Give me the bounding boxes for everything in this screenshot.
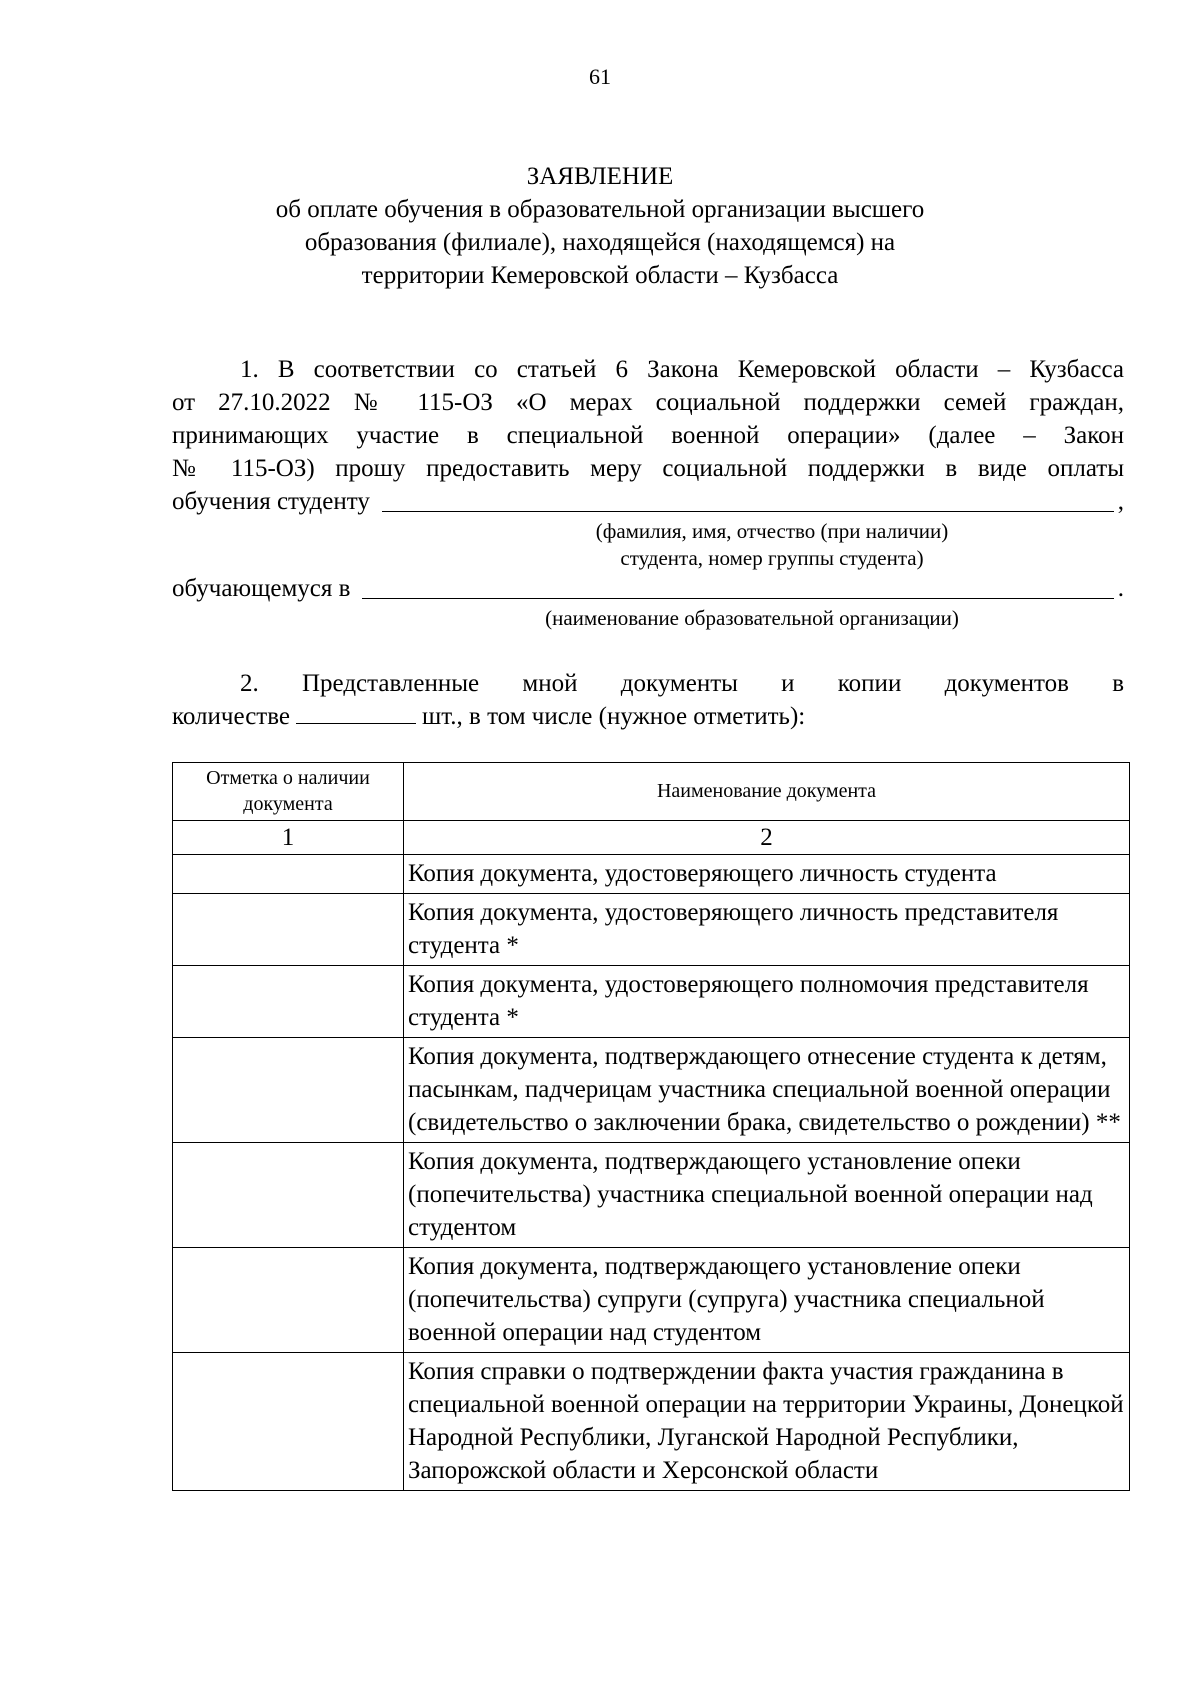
table-row: [173, 1248, 1130, 1353]
document-name-cell: Копия документа, удостоверяющего личность студента: [404, 855, 1130, 894]
table-row: [173, 855, 1130, 894]
table-row: [173, 1353, 1130, 1491]
table-header-row: [173, 763, 1130, 821]
para2-line-1: 2. Представленные мной документы и копии документов в: [240, 670, 1124, 697]
document-mark-cell[interactable]: [173, 1038, 404, 1143]
column-number-row: [173, 821, 1130, 855]
para1-line-1: 1. В соответствии со статьей 6 Закона Кемеровской области – Кузбасса: [240, 356, 1124, 383]
paragraph-1: [172, 353, 1124, 632]
document-name-cell: Копия документа, удостоверяющего личность представителя студента *: [404, 894, 1130, 966]
para1-line-3: принимающих участие в специальной военной операции» (далее – Закон: [172, 422, 1124, 449]
student-label: обучения студенту: [172, 488, 370, 515]
table-row: [173, 966, 1130, 1038]
document-name-cell: Копия справки о подтверждении факта участия гражданина в специальной военной операции на территории Украины, Донецкой Народной Республики, Луганской Народной Республики, Запорожской области и Херсонской области: [404, 1353, 1130, 1491]
para1-line-2: от 27.10.2022 № 115-ОЗ «О мерах социальной поддержки семей граждан,: [172, 389, 1124, 416]
title-line-3: территории Кемеровской области – Кузбасса: [361, 262, 839, 289]
organization-label: обучающемуся в: [172, 575, 351, 602]
table-row: [173, 1143, 1130, 1248]
column-number-1: 1: [173, 821, 404, 855]
title-main: ЗАЯВЛЕНИЕ: [526, 163, 674, 190]
document-name-cell: Копия документа, подтверждающего отнесение студента к детям, пасынкам, падчерицам участника специальной военной операции (свидетельство о заключении брака, свидетельство о рождении) **: [404, 1038, 1130, 1143]
document-mark-cell[interactable]: [173, 1353, 404, 1491]
document-mark-cell[interactable]: [173, 855, 404, 894]
student-hint-line-2: студента, номер группы студента): [620, 546, 924, 570]
organization-line: [172, 572, 1124, 605]
header-document-name: Наименование документа: [404, 763, 1130, 821]
student-name-line: [172, 485, 1124, 518]
document-mark-cell[interactable]: [173, 1143, 404, 1248]
document-mark-cell[interactable]: [173, 966, 404, 1038]
student-hint-line-1: (фамилия, имя, отчество (при наличии): [595, 519, 949, 543]
student-field-hint: [562, 518, 982, 572]
page-number: 61: [589, 64, 611, 89]
organization-name-field[interactable]: [362, 572, 1113, 599]
document-title: [0, 160, 1200, 292]
table-row: [173, 1038, 1130, 1143]
quantity-label: количестве: [172, 703, 290, 730]
para1-line-4: № 115-ОЗ) прошу предоставить меру социальной поддержки в виде оплаты: [172, 455, 1124, 482]
paragraph-2: [172, 667, 1124, 733]
document-name-cell: Копия документа, подтверждающего установление опеки (попечительства) супруги (супруга) участника специальной военной операции над студентом: [404, 1248, 1130, 1353]
student-name-field[interactable]: [382, 485, 1114, 512]
table-row: [173, 894, 1130, 966]
organization-line-period: .: [1117, 575, 1124, 602]
student-line-comma: ,: [1117, 488, 1124, 515]
document-mark-cell[interactable]: [173, 894, 404, 966]
title-line-2: образования (филиале), находящейся (находящемся) на: [304, 229, 896, 256]
header-mark: Отметка о наличии документа: [173, 763, 404, 821]
document-mark-cell[interactable]: [173, 1248, 404, 1353]
document-name-cell: Копия документа, подтверждающего установление опеки (попечительства) участника специальной военной операции над студентом: [404, 1143, 1130, 1248]
column-number-2: 2: [404, 821, 1130, 855]
quantity-field[interactable]: [296, 701, 416, 724]
document-name-cell: Копия документа, удостоверяющего полномочия представителя студента *: [404, 966, 1130, 1038]
para2-line-2: [172, 700, 1124, 733]
quantity-suffix: шт., в том числе (нужное отметить):: [421, 703, 806, 730]
organization-field-hint: (наименование образовательной организации): [545, 606, 959, 630]
documents-table: [172, 762, 1130, 1491]
title-line-1: об оплате обучения в образовательной организации высшего: [275, 196, 925, 223]
